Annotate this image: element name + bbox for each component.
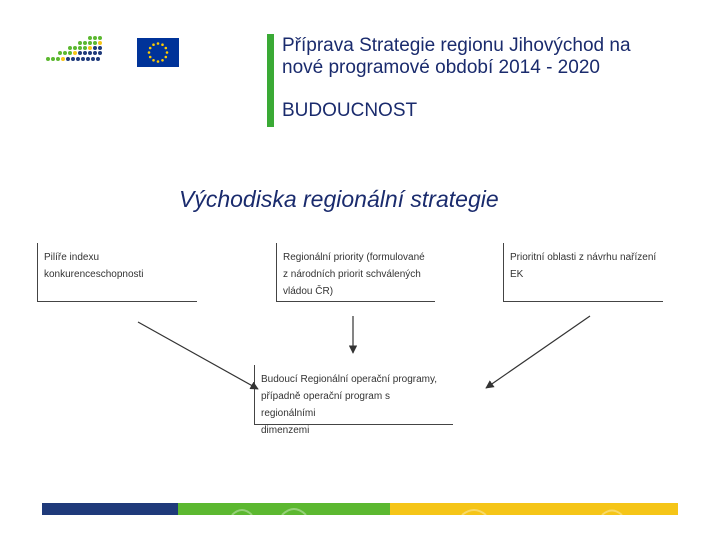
header-section-label: BUDOUCNOST [282,100,418,121]
footer-color-band [42,503,678,515]
slide-title: Východiska regionální strategie [179,186,499,212]
box-line: EK [510,269,524,280]
box-line: konkurenceschopnosti [44,269,144,280]
box-line: případně operační program s regionálními [261,391,390,419]
box-line: Budoucí Regionální operační programy, [261,374,438,385]
box-line: z národních priorit schválených [283,269,421,280]
box-line: dimenzemi [261,425,310,436]
header-title-line-2: nové programové období 2014 - 2020 [282,57,600,78]
box-line: vládou ČR) [283,286,334,297]
arrow-icon [486,316,590,388]
box-line: Regionální priority (formulované [283,252,425,263]
box-line: Prioritní oblasti z návrhu nařízení [510,252,657,263]
box-line: Pilíře indexu [44,252,100,263]
header-title-line-1: Příprava Strategie regionu Jihovýchod na [282,35,631,56]
arrow-icon [138,322,258,389]
